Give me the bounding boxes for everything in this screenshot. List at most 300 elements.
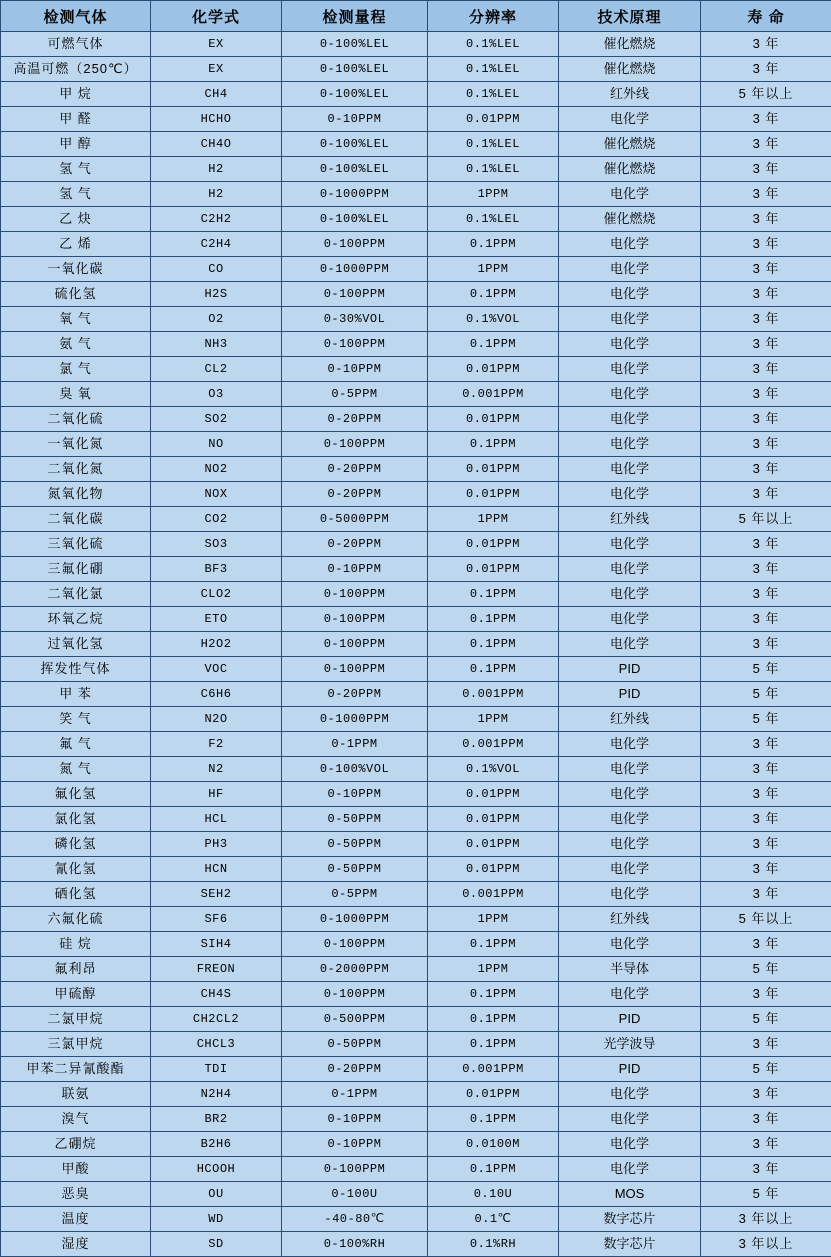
cell-lifespan: 3 年 [701, 557, 831, 582]
cell-detection-range: 0-100%LEL [282, 157, 428, 182]
table-row [1, 507, 831, 532]
table-row [1, 1057, 831, 1082]
cell-lifespan: 5 年以上 [701, 507, 831, 532]
cell-chemical-formula: BR2 [151, 1107, 282, 1132]
cell-resolution: 0.0100M [428, 1132, 559, 1157]
cell-detection-range: 0-5PPM [282, 382, 428, 407]
column-header-detection-range: 检测量程 [282, 1, 428, 32]
cell-resolution: 0.01PPM [428, 407, 559, 432]
cell-chemical-formula: SEH2 [151, 882, 282, 907]
cell-detection-range: 0-10PPM [282, 557, 428, 582]
column-header-resolution: 分辨率 [428, 1, 559, 32]
cell-technology: 电化学 [559, 232, 701, 257]
cell-chemical-formula: PH3 [151, 832, 282, 857]
cell-technology: 电化学 [559, 932, 701, 957]
table-row [1, 207, 831, 232]
cell-lifespan: 3 年 [701, 282, 831, 307]
cell-detection-range: 0-5PPM [282, 882, 428, 907]
cell-resolution: 0.01PPM [428, 107, 559, 132]
cell-chemical-formula: C2H2 [151, 207, 282, 232]
cell-chemical-formula: N2H4 [151, 1082, 282, 1107]
cell-lifespan: 3 年 [701, 1082, 831, 1107]
cell-resolution: 0.10U [428, 1182, 559, 1207]
cell-gas-name: 一氧化氮 [1, 432, 151, 457]
cell-gas-name: 溴气 [1, 1107, 151, 1132]
cell-gas-name: 乙 烯 [1, 232, 151, 257]
cell-lifespan: 3 年 [701, 57, 831, 82]
cell-chemical-formula: H2 [151, 182, 282, 207]
cell-detection-range: 0-100%RH [282, 1232, 428, 1257]
cell-lifespan: 3 年 [701, 607, 831, 632]
cell-chemical-formula: H2S [151, 282, 282, 307]
cell-technology: PID [559, 682, 701, 707]
cell-gas-name: 氰化氢 [1, 857, 151, 882]
table-row [1, 357, 831, 382]
cell-resolution: 0.01PPM [428, 782, 559, 807]
cell-chemical-formula: CH2CL2 [151, 1007, 282, 1032]
cell-gas-name: 磷化氢 [1, 832, 151, 857]
cell-lifespan: 3 年 [701, 982, 831, 1007]
cell-detection-range: 0-100PPM [282, 332, 428, 357]
cell-lifespan: 3 年 [701, 1032, 831, 1057]
cell-technology: 电化学 [559, 607, 701, 632]
cell-chemical-formula: N2 [151, 757, 282, 782]
cell-detection-range: 0-100%LEL [282, 32, 428, 57]
cell-lifespan: 3 年 [701, 132, 831, 157]
column-header-gas-name: 检测气体 [1, 1, 151, 32]
cell-resolution: 0.1%LEL [428, 32, 559, 57]
cell-gas-name: 氧 气 [1, 307, 151, 332]
cell-chemical-formula: SO3 [151, 532, 282, 557]
cell-gas-name: 甲酸 [1, 1157, 151, 1182]
cell-resolution: 0.1PPM [428, 932, 559, 957]
cell-gas-name: 三氯甲烷 [1, 1032, 151, 1057]
cell-gas-name: 氟 气 [1, 732, 151, 757]
table-row [1, 832, 831, 857]
cell-chemical-formula: C6H6 [151, 682, 282, 707]
cell-resolution: 0.1PPM [428, 632, 559, 657]
cell-resolution: 0.1PPM [428, 432, 559, 457]
cell-gas-name: 二氯甲烷 [1, 1007, 151, 1032]
cell-detection-range: 0-1PPM [282, 732, 428, 757]
cell-gas-name: 甲苯二异氰酸酯 [1, 1057, 151, 1082]
table-row [1, 807, 831, 832]
cell-gas-name: 甲 醇 [1, 132, 151, 157]
cell-chemical-formula: CLO2 [151, 582, 282, 607]
cell-gas-name: 氨 气 [1, 332, 151, 357]
cell-gas-name: 硫化氢 [1, 282, 151, 307]
cell-resolution: 0.1PPM [428, 607, 559, 632]
table-header [1, 1, 831, 32]
cell-detection-range: 0-100%VOL [282, 757, 428, 782]
cell-detection-range: 0-10PPM [282, 782, 428, 807]
cell-detection-range: 0-5000PPM [282, 507, 428, 532]
cell-technology: 电化学 [559, 432, 701, 457]
table-row [1, 407, 831, 432]
cell-resolution: 0.01PPM [428, 482, 559, 507]
cell-gas-name: 湿度 [1, 1232, 151, 1257]
cell-gas-name: 二氧化氮 [1, 457, 151, 482]
cell-technology: PID [559, 1007, 701, 1032]
cell-resolution: 0.01PPM [428, 1082, 559, 1107]
cell-resolution: 0.01PPM [428, 832, 559, 857]
cell-resolution: 0.1PPM [428, 232, 559, 257]
table-row [1, 957, 831, 982]
cell-lifespan: 3 年 [701, 382, 831, 407]
table-row [1, 332, 831, 357]
table-row [1, 732, 831, 757]
cell-technology: 电化学 [559, 382, 701, 407]
cell-detection-range: 0-1000PPM [282, 182, 428, 207]
cell-detection-range: 0-100PPM [282, 932, 428, 957]
cell-resolution: 0.001PPM [428, 382, 559, 407]
cell-detection-range: 0-100PPM [282, 632, 428, 657]
cell-technology: 电化学 [559, 357, 701, 382]
cell-detection-range: 0-20PPM [282, 407, 428, 432]
cell-detection-range: 0-100%LEL [282, 57, 428, 82]
cell-resolution: 1PPM [428, 907, 559, 932]
cell-lifespan: 3 年 [701, 257, 831, 282]
table-row [1, 157, 831, 182]
cell-resolution: 0.01PPM [428, 457, 559, 482]
cell-technology: 光学波导 [559, 1032, 701, 1057]
cell-gas-name: 甲 苯 [1, 682, 151, 707]
cell-technology: 电化学 [559, 1107, 701, 1132]
cell-lifespan: 3 年 [701, 482, 831, 507]
cell-chemical-formula: OU [151, 1182, 282, 1207]
cell-gas-name: 氯 气 [1, 357, 151, 382]
cell-resolution: 0.1PPM [428, 1107, 559, 1132]
cell-technology: 电化学 [559, 882, 701, 907]
cell-technology: 电化学 [559, 257, 701, 282]
cell-technology: PID [559, 1057, 701, 1082]
cell-detection-range: 0-20PPM [282, 482, 428, 507]
table-row [1, 57, 831, 82]
cell-detection-range: 0-10PPM [282, 357, 428, 382]
table-row [1, 32, 831, 57]
cell-gas-name: 氟利昂 [1, 957, 151, 982]
cell-detection-range: 0-1000PPM [282, 907, 428, 932]
column-header-lifespan: 寿 命 [701, 1, 831, 32]
cell-gas-name: 环氧乙烷 [1, 607, 151, 632]
cell-lifespan: 3 年 [701, 732, 831, 757]
cell-technology: 电化学 [559, 732, 701, 757]
cell-detection-range: 0-100PPM [282, 232, 428, 257]
cell-chemical-formula: ETO [151, 607, 282, 632]
cell-chemical-formula: CO [151, 257, 282, 282]
cell-technology: 电化学 [559, 1132, 701, 1157]
cell-chemical-formula: HCHO [151, 107, 282, 132]
cell-gas-name: 硒化氢 [1, 882, 151, 907]
cell-technology: 催化燃烧 [559, 57, 701, 82]
cell-lifespan: 5 年 [701, 682, 831, 707]
cell-detection-range: 0-500PPM [282, 1007, 428, 1032]
cell-gas-name: 乙硼烷 [1, 1132, 151, 1157]
cell-chemical-formula: NH3 [151, 332, 282, 357]
cell-resolution: 0.001PPM [428, 682, 559, 707]
cell-chemical-formula: EX [151, 32, 282, 57]
cell-chemical-formula: CH4S [151, 982, 282, 1007]
cell-lifespan: 3 年 [701, 107, 831, 132]
cell-technology: 电化学 [559, 982, 701, 1007]
cell-gas-name: 氢 气 [1, 182, 151, 207]
table-row [1, 182, 831, 207]
cell-lifespan: 3 年 [701, 232, 831, 257]
cell-resolution: 0.1PPM [428, 332, 559, 357]
cell-lifespan: 3 年 [701, 857, 831, 882]
cell-technology: 红外线 [559, 507, 701, 532]
cell-chemical-formula: CHCL3 [151, 1032, 282, 1057]
cell-technology: 电化学 [559, 182, 701, 207]
table-row [1, 1182, 831, 1207]
cell-detection-range: 0-1PPM [282, 1082, 428, 1107]
cell-detection-range: 0-50PPM [282, 1032, 428, 1057]
cell-resolution: 0.1%LEL [428, 132, 559, 157]
cell-technology: 电化学 [559, 857, 701, 882]
cell-lifespan: 3 年 [701, 757, 831, 782]
cell-detection-range: 0-1000PPM [282, 707, 428, 732]
table-row [1, 707, 831, 732]
table-row [1, 232, 831, 257]
cell-resolution: 0.01PPM [428, 857, 559, 882]
cell-technology: 催化燃烧 [559, 32, 701, 57]
table-row [1, 607, 831, 632]
cell-technology: 催化燃烧 [559, 132, 701, 157]
table-row [1, 107, 831, 132]
cell-gas-name: 笑 气 [1, 707, 151, 732]
cell-detection-range: 0-10PPM [282, 1107, 428, 1132]
cell-detection-range: 0-100PPM [282, 1157, 428, 1182]
cell-chemical-formula: NO2 [151, 457, 282, 482]
table-row [1, 82, 831, 107]
cell-chemical-formula: SO2 [151, 407, 282, 432]
cell-detection-range: 0-100PPM [282, 982, 428, 1007]
cell-resolution: 0.001PPM [428, 1057, 559, 1082]
cell-technology: 电化学 [559, 1082, 701, 1107]
cell-technology: 电化学 [559, 782, 701, 807]
table-row [1, 482, 831, 507]
cell-lifespan: 3 年 [701, 332, 831, 357]
cell-lifespan: 5 年 [701, 957, 831, 982]
cell-lifespan: 3 年 [701, 932, 831, 957]
cell-lifespan: 3 年 [701, 832, 831, 857]
cell-technology: 电化学 [559, 307, 701, 332]
cell-gas-name: 温度 [1, 1207, 151, 1232]
cell-detection-range: 0-20PPM [282, 1057, 428, 1082]
table-row [1, 1157, 831, 1182]
cell-chemical-formula: SF6 [151, 907, 282, 932]
table-row [1, 1082, 831, 1107]
cell-gas-name: 联氨 [1, 1082, 151, 1107]
cell-lifespan: 3 年 [701, 1157, 831, 1182]
cell-technology: 红外线 [559, 707, 701, 732]
table-row [1, 382, 831, 407]
cell-gas-name: 二氧化硫 [1, 407, 151, 432]
cell-gas-name: 甲 烷 [1, 82, 151, 107]
cell-technology: 电化学 [559, 632, 701, 657]
cell-technology: 电化学 [559, 1157, 701, 1182]
cell-chemical-formula: B2H6 [151, 1132, 282, 1157]
cell-lifespan: 3 年以上 [701, 1207, 831, 1232]
cell-chemical-formula: H2O2 [151, 632, 282, 657]
cell-detection-range: 0-100PPM [282, 657, 428, 682]
cell-technology: 数字芯片 [559, 1232, 701, 1257]
cell-lifespan: 3 年 [701, 182, 831, 207]
cell-chemical-formula: EX [151, 57, 282, 82]
cell-lifespan: 3 年 [701, 32, 831, 57]
table-row [1, 582, 831, 607]
cell-technology: 红外线 [559, 907, 701, 932]
cell-detection-range: 0-20PPM [282, 457, 428, 482]
cell-chemical-formula: NOX [151, 482, 282, 507]
cell-technology: 电化学 [559, 482, 701, 507]
cell-lifespan: 3 年 [701, 807, 831, 832]
cell-technology: 电化学 [559, 832, 701, 857]
cell-technology: 电化学 [559, 757, 701, 782]
cell-chemical-formula: CL2 [151, 357, 282, 382]
cell-detection-range: 0-20PPM [282, 682, 428, 707]
cell-chemical-formula: HCN [151, 857, 282, 882]
cell-resolution: 0.1%VOL [428, 757, 559, 782]
cell-detection-range: 0-1000PPM [282, 257, 428, 282]
cell-lifespan: 5 年 [701, 1182, 831, 1207]
cell-lifespan: 3 年 [701, 432, 831, 457]
cell-chemical-formula: F2 [151, 732, 282, 757]
cell-detection-range: 0-100%LEL [282, 207, 428, 232]
cell-chemical-formula: C2H4 [151, 232, 282, 257]
cell-resolution: 0.1%LEL [428, 82, 559, 107]
cell-chemical-formula: O3 [151, 382, 282, 407]
cell-detection-range: 0-20PPM [282, 532, 428, 557]
cell-chemical-formula: CH4O [151, 132, 282, 157]
cell-lifespan: 3 年 [701, 882, 831, 907]
cell-detection-range: -40-80℃ [282, 1207, 428, 1232]
cell-technology: 催化燃烧 [559, 207, 701, 232]
cell-resolution: 0.001PPM [428, 732, 559, 757]
cell-resolution: 1PPM [428, 707, 559, 732]
table-row [1, 857, 831, 882]
table-row [1, 1207, 831, 1232]
cell-resolution: 0.1PPM [428, 982, 559, 1007]
cell-detection-range: 0-50PPM [282, 807, 428, 832]
table-row [1, 632, 831, 657]
cell-detection-range: 0-2000PPM [282, 957, 428, 982]
cell-resolution: 0.1PPM [428, 1157, 559, 1182]
cell-lifespan: 3 年 [701, 1132, 831, 1157]
cell-chemical-formula: BF3 [151, 557, 282, 582]
cell-gas-name: 乙 炔 [1, 207, 151, 232]
cell-resolution: 0.01PPM [428, 357, 559, 382]
cell-technology: 催化燃烧 [559, 157, 701, 182]
cell-lifespan: 5 年以上 [701, 82, 831, 107]
cell-gas-name: 三氟化硼 [1, 557, 151, 582]
cell-gas-name: 三氧化硫 [1, 532, 151, 557]
column-header-technology: 技术原理 [559, 1, 701, 32]
cell-resolution: 0.1%LEL [428, 157, 559, 182]
cell-lifespan: 3 年 [701, 782, 831, 807]
cell-technology: 红外线 [559, 82, 701, 107]
cell-resolution: 0.01PPM [428, 807, 559, 832]
cell-technology: PID [559, 657, 701, 682]
cell-lifespan: 5 年 [701, 657, 831, 682]
cell-resolution: 1PPM [428, 182, 559, 207]
column-header-chemical-formula: 化学式 [151, 1, 282, 32]
cell-resolution: 0.1%RH [428, 1232, 559, 1257]
cell-chemical-formula: N2O [151, 707, 282, 732]
cell-lifespan: 3 年 [701, 307, 831, 332]
cell-detection-range: 0-100U [282, 1182, 428, 1207]
cell-technology: 电化学 [559, 282, 701, 307]
cell-detection-range: 0-100%LEL [282, 132, 428, 157]
cell-gas-name: 恶臭 [1, 1182, 151, 1207]
cell-resolution: 0.01PPM [428, 532, 559, 557]
cell-chemical-formula: HF [151, 782, 282, 807]
cell-gas-name: 氮 气 [1, 757, 151, 782]
cell-chemical-formula: FREON [151, 957, 282, 982]
cell-lifespan: 3 年 [701, 632, 831, 657]
table-row [1, 782, 831, 807]
cell-lifespan: 3 年以上 [701, 1232, 831, 1257]
table-row [1, 1107, 831, 1132]
cell-lifespan: 5 年以上 [701, 907, 831, 932]
cell-gas-name: 高温可燃（250℃） [1, 57, 151, 82]
cell-chemical-formula: CO2 [151, 507, 282, 532]
cell-detection-range: 0-10PPM [282, 107, 428, 132]
cell-chemical-formula: H2 [151, 157, 282, 182]
cell-detection-range: 0-100PPM [282, 582, 428, 607]
cell-technology: 电化学 [559, 107, 701, 132]
cell-gas-name: 二氧化碳 [1, 507, 151, 532]
cell-detection-range: 0-30%VOL [282, 307, 428, 332]
cell-technology: 电化学 [559, 557, 701, 582]
cell-lifespan: 3 年 [701, 207, 831, 232]
cell-resolution: 0.01PPM [428, 557, 559, 582]
table-row [1, 657, 831, 682]
table-row [1, 257, 831, 282]
cell-technology: 电化学 [559, 807, 701, 832]
cell-technology: 电化学 [559, 532, 701, 557]
cell-gas-name: 过氧化氢 [1, 632, 151, 657]
cell-resolution: 0.1PPM [428, 282, 559, 307]
cell-detection-range: 0-50PPM [282, 832, 428, 857]
cell-detection-range: 0-100PPM [282, 432, 428, 457]
cell-technology: 电化学 [559, 457, 701, 482]
cell-resolution: 0.1℃ [428, 1207, 559, 1232]
cell-resolution: 1PPM [428, 507, 559, 532]
cell-lifespan: 3 年 [701, 157, 831, 182]
cell-lifespan: 3 年 [701, 582, 831, 607]
cell-technology: MOS [559, 1182, 701, 1207]
cell-resolution: 0.1PPM [428, 1032, 559, 1057]
cell-chemical-formula: HCOOH [151, 1157, 282, 1182]
table-row [1, 982, 831, 1007]
cell-detection-range: 0-10PPM [282, 1132, 428, 1157]
cell-gas-name: 六氟化硫 [1, 907, 151, 932]
cell-technology: 电化学 [559, 332, 701, 357]
table-row [1, 682, 831, 707]
cell-resolution: 1PPM [428, 257, 559, 282]
table-row [1, 1132, 831, 1157]
cell-gas-name: 氟化氢 [1, 782, 151, 807]
cell-gas-name: 氮氧化物 [1, 482, 151, 507]
cell-resolution: 0.001PPM [428, 882, 559, 907]
cell-chemical-formula: VOC [151, 657, 282, 682]
cell-lifespan: 5 年 [701, 1007, 831, 1032]
cell-technology: 电化学 [559, 407, 701, 432]
table-row [1, 457, 831, 482]
cell-gas-name: 挥发性气体 [1, 657, 151, 682]
table-row [1, 557, 831, 582]
